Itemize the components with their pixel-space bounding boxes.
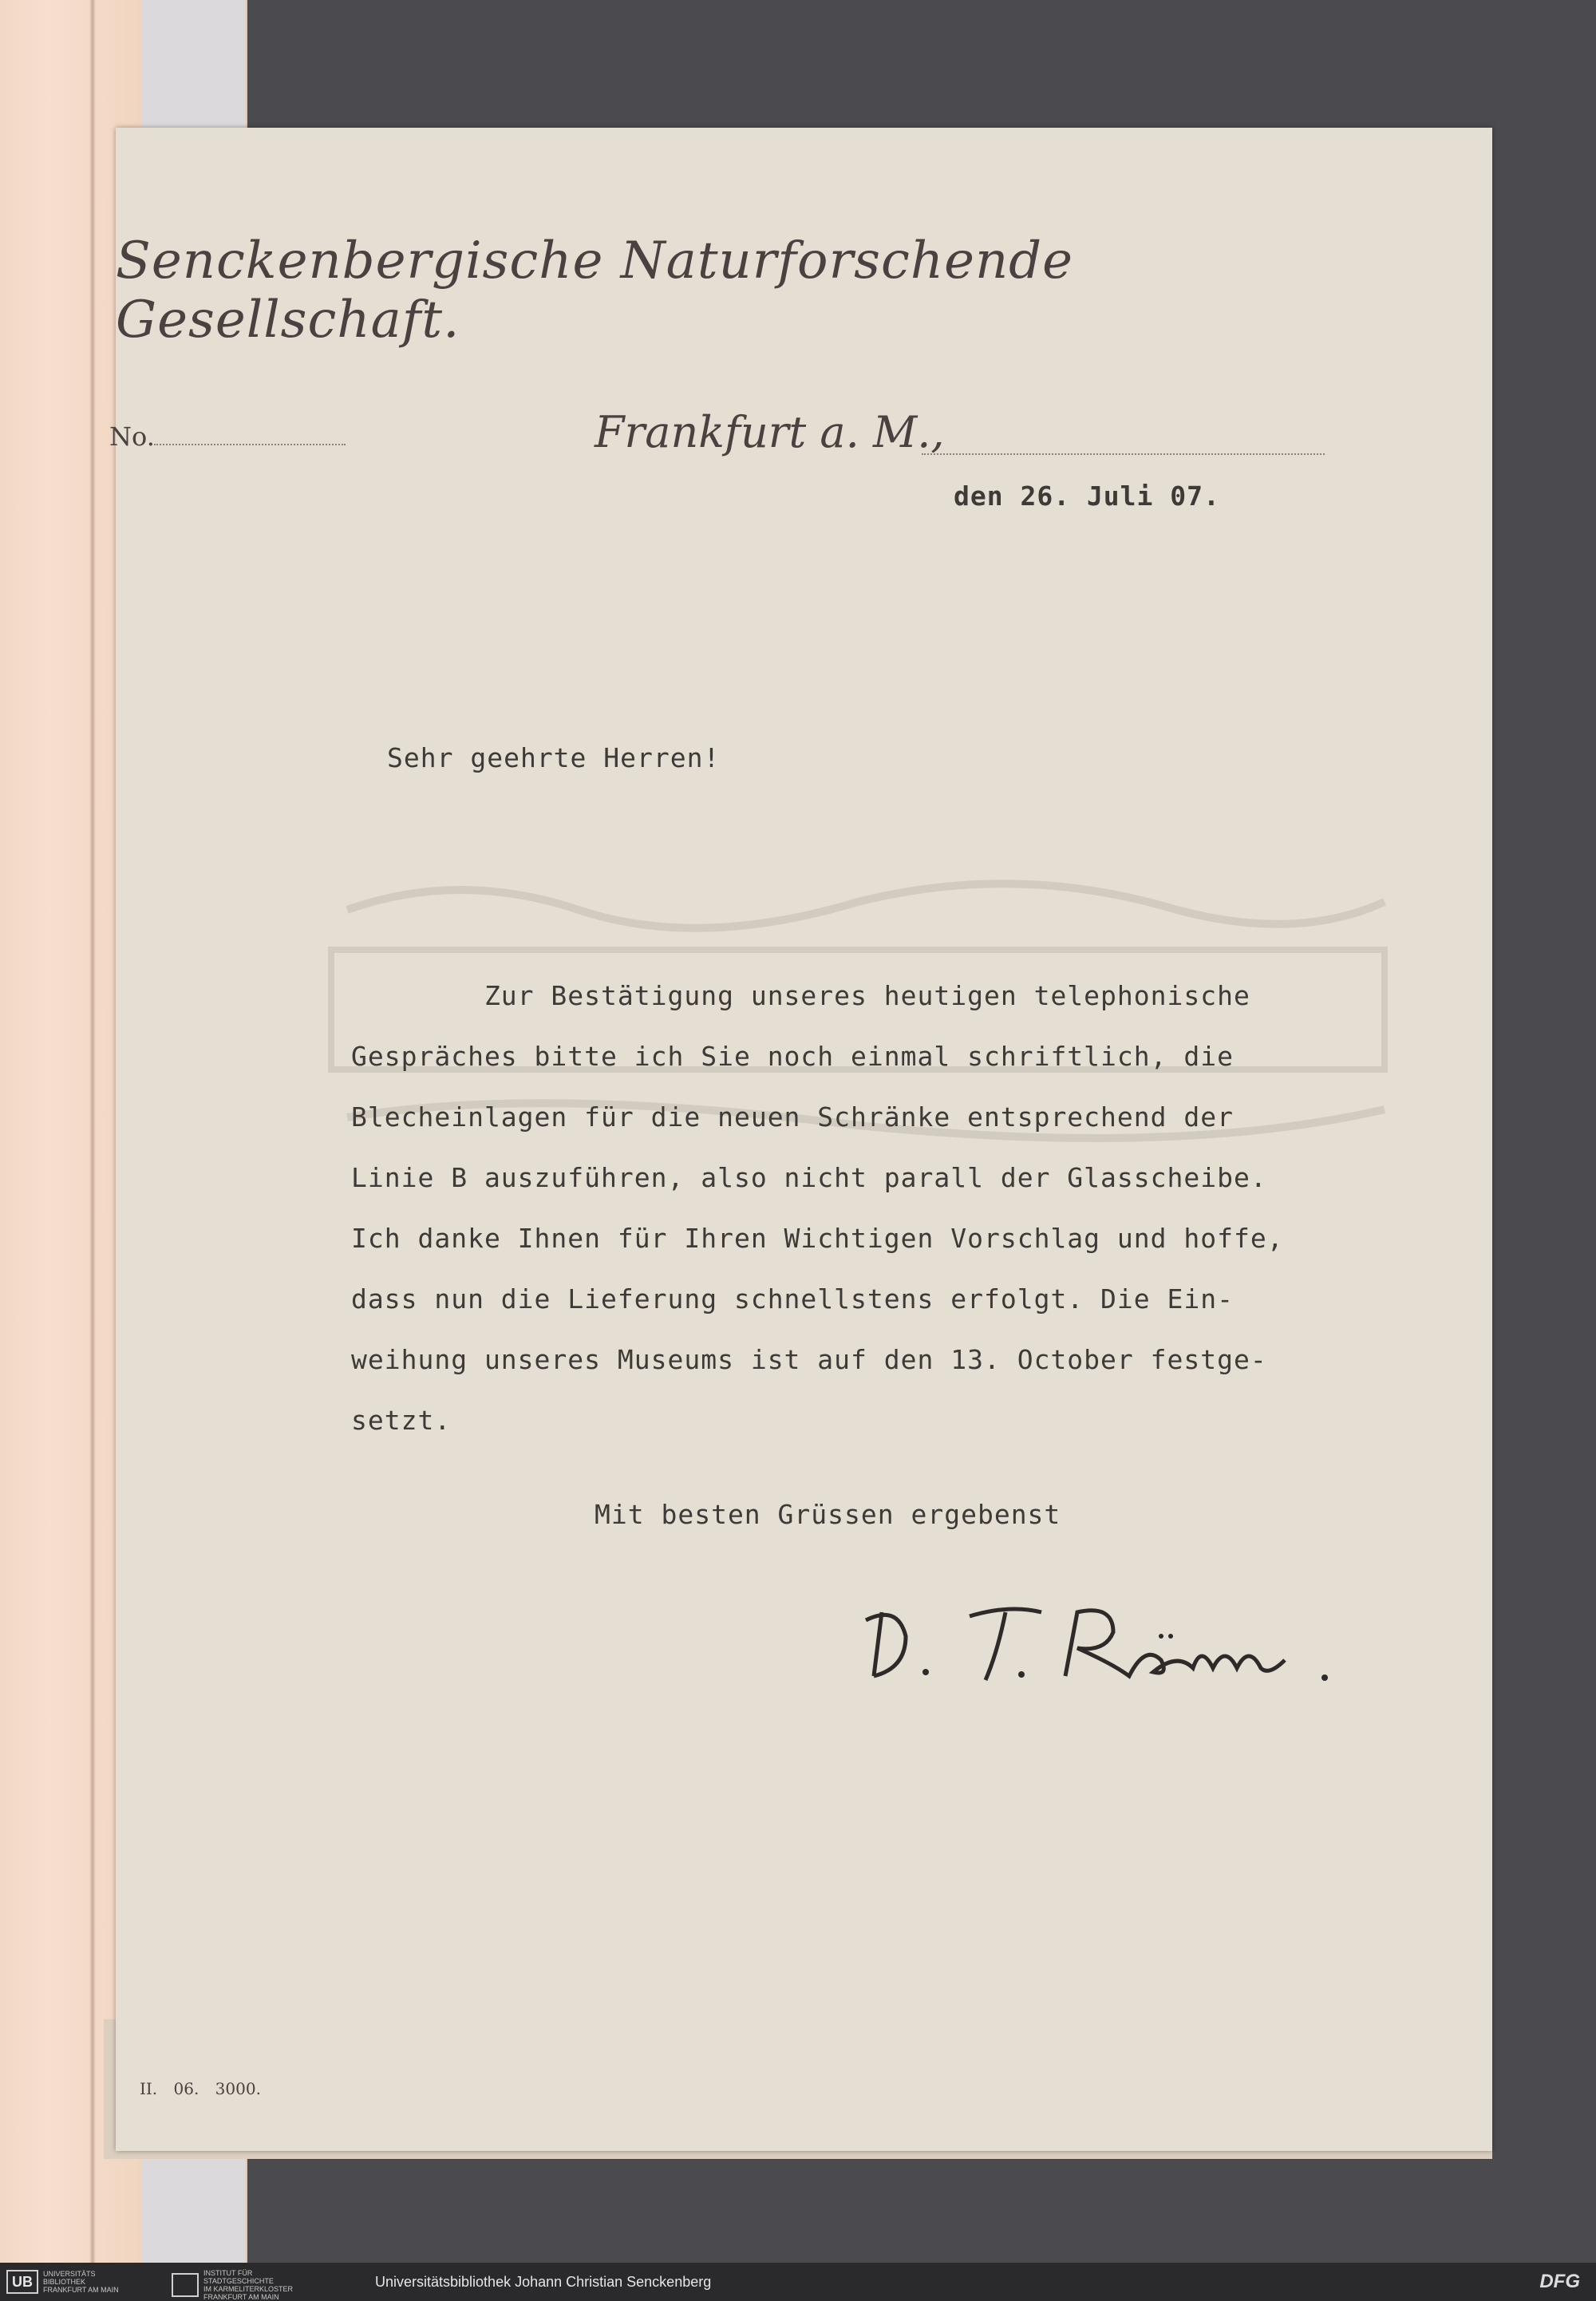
reference-number-label: No. xyxy=(109,421,155,452)
letter-sheet xyxy=(109,128,1492,2151)
body-line: Gespräches bitte ich Sie noch einmal schriftlich, die xyxy=(351,1041,1234,1072)
reference-number-line xyxy=(154,444,346,445)
handwritten-signature xyxy=(850,1588,1345,1700)
ub-logo-text xyxy=(43,2270,119,2294)
book-fold xyxy=(89,0,96,2263)
city-line: Frankfurt a. M., xyxy=(595,407,945,457)
ifs-line: INSTITUT FÜR xyxy=(203,2269,253,2277)
ub-line: BIBLIOTHEK xyxy=(43,2278,86,2286)
date-line xyxy=(922,453,1325,455)
body-line: Blecheinlagen für die neuen Schränke entsprechend der xyxy=(351,1101,1234,1133)
closing: Mit besten Grüssen ergebenst xyxy=(595,1499,1061,1530)
ub-logo-mark: UB xyxy=(6,2270,38,2294)
body-line: Zur Bestätigung unseres heutigen telephonische xyxy=(351,980,1250,1011)
ifs-logo-text xyxy=(203,2269,293,2301)
ifs-logo-mark xyxy=(172,2273,199,2297)
footer-title: Universitätsbibliothek Johann Christian Senckenberg xyxy=(375,2274,712,2290)
ifs-line: FRANKFURT AM MAIN xyxy=(203,2293,279,2301)
body-line: dass nun die Lieferung schnellstens erfolgt. Die Ein- xyxy=(351,1283,1234,1315)
ub-line: UNIVERSITÄTS xyxy=(43,2270,96,2278)
letter-date: den 26. Juli 07. xyxy=(954,480,1220,512)
ifs-line: IM KARMELITERKLOSTER xyxy=(203,2285,294,2293)
ub-line: FRANKFURT AM MAIN xyxy=(43,2286,119,2294)
body-line: setzt. xyxy=(351,1405,452,1436)
ifs-line: STADTGESCHICHTE xyxy=(203,2277,274,2285)
footer-bar xyxy=(0,2263,1596,2301)
salutation: Sehr geehrte Herren! xyxy=(387,742,721,773)
letter-body xyxy=(351,966,1452,1451)
body-line: weihung unseres Museums ist auf den 13. October festge- xyxy=(351,1344,1267,1375)
ub-logo xyxy=(6,2269,119,2295)
ifs-logo xyxy=(172,2269,293,2301)
print-code: II. 06. 3000. xyxy=(140,2079,261,2098)
body-line: Linie B auszuführen, also nicht parall der Glasscheibe. xyxy=(351,1162,1267,1193)
body-line: Ich danke Ihnen für Ihren Wichtigen Vorschlag und hoffe, xyxy=(351,1223,1284,1254)
dfg-logo: DFG xyxy=(1539,2271,1580,2292)
letterhead: Senckenbergische Naturforschende Gesellschaft. xyxy=(116,231,1073,350)
